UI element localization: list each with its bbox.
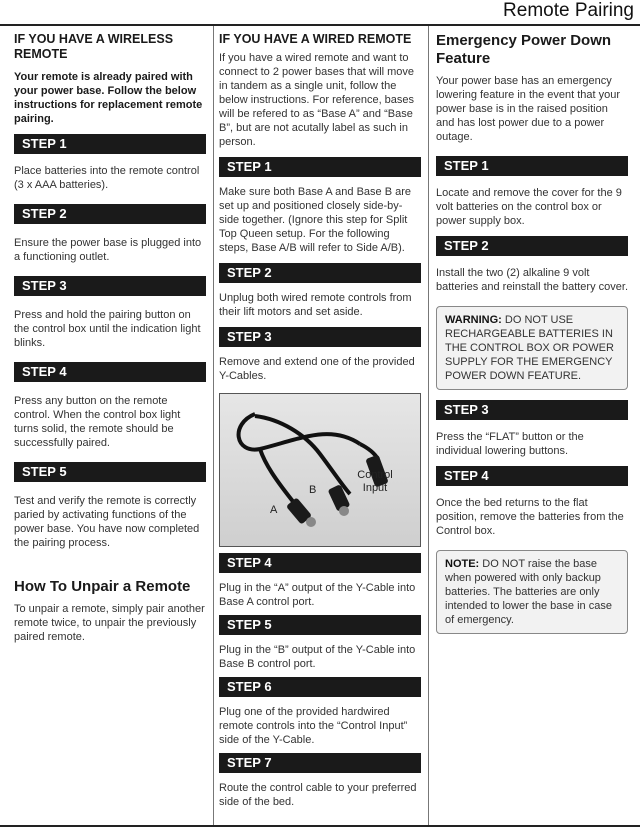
wired-step-7-text: Route the control cable to your preferred side of the bed. <box>219 782 417 808</box>
wired-step-6-label: STEP 6 <box>219 677 421 697</box>
wired-step-6-text: Plug one of the provided hardwired remote controls into the “Control Input” side of the Y-Cable. <box>219 706 408 746</box>
wireless-intro: Your remote is already paired with your power base. Follow the below instructions for replacement remote pairing. <box>14 71 203 125</box>
emergency-intro: Your power base has an emergency lowering feature in the event that your power base is in the raised position and has lost power due to a power outage. <box>436 75 621 143</box>
wireless-step-5-text: Test and verify the remote is correctly paried by activating functions of the power base. You have now completed the pairing process. <box>14 495 200 549</box>
warning-box <box>436 306 628 390</box>
wireless-step-1-label: STEP 1 <box>14 134 206 154</box>
emergency-step-4-text: Once the bed returns to the flat position, remove the batteries from the Control box. <box>436 497 624 537</box>
wireless-step-4-text: Press any button on the remote control. When the control box light turns solid, the remote should be successfully paired. <box>14 395 181 449</box>
warning-label: WARNING: <box>445 314 502 326</box>
wired-step-4-text: Plug in the “A” output of the Y-Cable into Base A control port. <box>219 582 416 608</box>
wireless-step-3-label: STEP 3 <box>14 276 206 296</box>
label-a: A <box>270 504 278 516</box>
wired-step-4-label: STEP 4 <box>219 553 421 573</box>
emergency-step-1-text: Locate and remove the cover for the 9 volt batteries on the control box or power supply box. <box>436 187 622 227</box>
wired-intro: If you have a wired remote and want to connect to 2 power bases that will move in tandem as a single unit, follow the below instructions. For reference, bases will be refered to as “Base A” and “Base B”, but are not acutally label as such in person. <box>219 52 415 148</box>
wireless-step-2-text: Ensure the power base is plugged into a functioning outlet. <box>14 237 202 263</box>
note-text: DO NOT raise the base when powered with only backup batteries. The batteries are only intended to lower the base in case of emergency. <box>445 558 612 626</box>
wireless-heading: IF YOU HAVE A WIRELESS REMOTE <box>14 32 174 61</box>
wired-step-1-text: Make sure both Base A and Base B are set up and positioned closely side-by-side together. (Ignore this step for Split Top Queen setup. For the following steps, Base A/B will refer to Side A/B). <box>219 186 412 254</box>
wireless-step-3-text: Press and hold the pairing button on the control box until the indication light blinks. <box>14 309 201 349</box>
emergency-column <box>436 32 628 634</box>
column-divider <box>428 26 429 825</box>
wireless-step-1-text: Place batteries into the remote control (3 x AAA batteries). <box>14 165 200 191</box>
emergency-step-3-text: Press the “FLAT” button or the individual lowering buttons. <box>436 431 584 457</box>
unpair-heading: How To Unpair a Remote <box>14 578 191 595</box>
wired-remote-column <box>219 32 421 809</box>
wired-step-3-label: STEP 3 <box>219 327 421 347</box>
warning-text: DO NOT USE RECHARGEABLE BATTERIES IN THE CONTROL BOX OR POWER SUPPLY FOR THE EMERGENCY POWER DOWN FEATURE. <box>445 314 614 382</box>
wireless-step-4-label: STEP 4 <box>14 362 206 382</box>
label-control-input: Control Input <box>357 469 393 494</box>
note-box <box>436 550 628 634</box>
wireless-step-2-label: STEP 2 <box>14 204 206 224</box>
emergency-step-1-label: STEP 1 <box>436 156 628 176</box>
wired-step-2-text: Unplug both wired remote controls from their lift motors and set aside. <box>219 292 412 318</box>
wireless-step-5-label: STEP 5 <box>14 462 206 482</box>
wired-step-3-text: Remove and extend one of the provided Y-Cables. <box>219 356 415 382</box>
wired-step-1-label: STEP 1 <box>219 157 421 177</box>
emergency-step-2-label: STEP 2 <box>436 236 628 256</box>
wired-step-2-label: STEP 2 <box>219 263 421 283</box>
page-title: Remote Pairing <box>503 0 634 21</box>
emergency-step-2-text: Install the two (2) alkaline 9 volt batteries and reinstall the battery cover. <box>436 267 628 293</box>
wired-step-5-label: STEP 5 <box>219 615 421 635</box>
top-divider <box>0 24 640 26</box>
unpair-text: To unpair a remote, simply pair another remote twice, to unpair the previously paired remote. <box>14 603 205 643</box>
wired-heading: IF YOU HAVE A WIRED REMOTE <box>219 32 412 46</box>
note-label: NOTE: <box>445 558 480 570</box>
emergency-step-3-label: STEP 3 <box>436 400 628 420</box>
emergency-heading: Emergency Power Down Feature <box>436 32 612 67</box>
wired-step-5-text: Plug in the “B” output of the Y-Cable into Base B control port. <box>219 644 416 670</box>
column-divider <box>213 26 214 825</box>
wireless-remote-column <box>14 32 206 644</box>
label-b: B <box>309 484 317 496</box>
emergency-step-4-label: STEP 4 <box>436 466 628 486</box>
y-cable-photo <box>219 393 421 547</box>
wired-step-7-label: STEP 7 <box>219 753 421 773</box>
